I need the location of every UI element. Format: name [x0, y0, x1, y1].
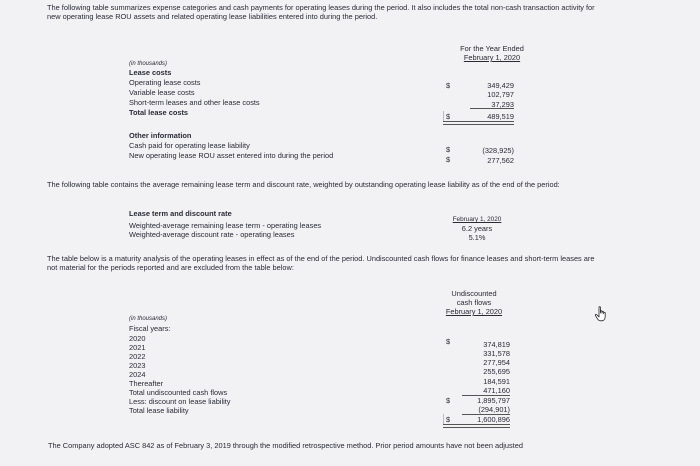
table3-row-label: 2023 — [129, 361, 146, 370]
table1-row-value: 102,797 — [487, 90, 514, 99]
table3-row-label: Thereafter — [129, 379, 164, 388]
table1-other-row-value: (328,925) — [482, 146, 514, 155]
table1-row-label: Operating lease costs — [129, 78, 201, 87]
table3-row-dollar: $ — [446, 396, 451, 405]
table1-row-label: Short-term leases and other lease costs — [129, 98, 260, 107]
table3-row-label: Total undiscounted cash flows — [129, 388, 228, 397]
table3-header-line3: February 1, 2020 — [445, 307, 503, 316]
table1-other-row-dollar: $ — [446, 155, 451, 164]
table2-row-label: Weighted-average discount rate - operating leases — [129, 230, 295, 239]
table1-row-value: 349,429 — [487, 81, 514, 90]
table2-header: February 1, 2020 — [452, 216, 502, 223]
table1-header-line2: February 1, 2020 — [463, 53, 521, 62]
table3-fiscal-label: Fiscal years: — [129, 324, 171, 333]
footer-note: The Company adopted ASC 842 as of February 3, 2019 through the modified retrospective method. Prior period amounts have not been adjusted — [48, 441, 523, 450]
table1-other-row-label: New operating lease ROU asset entered into during the period — [129, 151, 334, 160]
table3-row-label: 2021 — [129, 343, 146, 352]
table1-units: (in thousands) — [129, 61, 168, 67]
table3-row-value: 331,578 — [483, 349, 510, 358]
table1-section-lease-costs: Lease costs — [129, 68, 172, 77]
table1-header-line1: For the Year Ended — [460, 44, 524, 53]
table3-row-value: 1,600,896 — [477, 415, 510, 424]
table1-row-dollar: $ — [446, 112, 451, 121]
table1-row-label: Variable lease costs — [129, 88, 195, 97]
table2-row-value: 5.1% — [468, 233, 486, 242]
table3-row-dollar: $ — [446, 337, 451, 346]
table3-row-label: 2024 — [129, 370, 146, 379]
intro-paragraph-2: The following table contains the average remaining lease term and discount rate, weighted by outstanding operating lease liability as of the end of the period: — [47, 180, 560, 189]
table3-row-value: 471,160 — [483, 386, 510, 395]
table3-header-line1: Undiscounted — [451, 289, 497, 298]
table1-row-label: Total lease costs — [129, 108, 189, 117]
table3-header-line2: cash flows — [456, 298, 492, 307]
intro-paragraph-1: The following table summarizes expense categories and cash payments for operating leases during the period. It also includes the total non-cash transaction activity for new operating lease ROU assets and related operating lease liabilities entered into during the period. — [47, 3, 595, 21]
table3-row-label: 2020 — [129, 334, 146, 343]
table1-row-dollar: $ — [446, 81, 451, 90]
table3-row-value: 277,954 — [483, 358, 510, 367]
table3-total-double-rule — [443, 424, 510, 428]
table1-other-row-label: Cash paid for operating lease liability — [129, 141, 250, 150]
table1-total-double-rule — [443, 121, 514, 125]
table3-row-value: 1,895,797 — [477, 396, 510, 405]
intro-paragraph-3: The table below is a maturity analysis of the operating leases in effect as of the end of the period. Undiscounted cash flows for finance leases and short-term leases are not material for the periods reported and are excluded from the table below: — [47, 254, 595, 272]
hand-cursor-icon — [594, 306, 608, 322]
table3-units: (in thousands) — [129, 316, 168, 322]
table3-row-value: 374,819 — [483, 340, 510, 349]
table2-section-title: Lease term and discount rate — [129, 209, 232, 218]
table3-row-value: 184,591 — [483, 377, 510, 386]
table1-row-value: 489,519 — [487, 112, 514, 121]
table2-row-label: Weighted-average remaining lease term - operating leases — [129, 221, 322, 230]
table3-row-label: Total lease liability — [129, 406, 189, 415]
table3-row-label: Less: discount on lease liability — [129, 397, 231, 406]
table3-row-value: 255,695 — [483, 367, 510, 376]
table3-row-label: 2022 — [129, 352, 146, 361]
table1-row-value: 37,293 — [491, 100, 514, 109]
table2-row-value: 6.2 years — [461, 224, 493, 233]
table3-row-dollar: $ — [446, 415, 451, 424]
table3-row-value: (294,901) — [478, 405, 510, 414]
table1-section-other-information: Other information — [129, 131, 192, 140]
table1-subtotal-rule — [470, 108, 514, 109]
table1-other-row-dollar: $ — [446, 145, 451, 154]
table1-other-row-value: 277,562 — [487, 156, 514, 165]
